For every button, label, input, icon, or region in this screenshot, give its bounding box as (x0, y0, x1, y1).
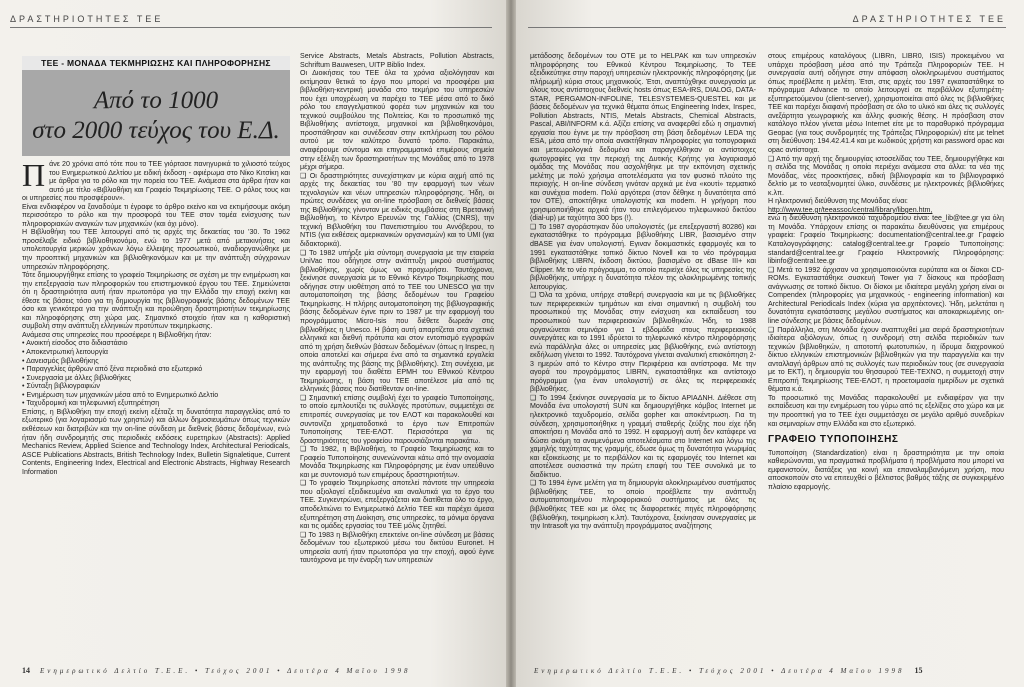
library-url-link[interactable]: http://www.tee.gr/teeassoc/central/library/libgen.htm, (768, 205, 933, 214)
paragraph: Τότε δημιουργήθηκε επίσης το γραφείο Τεκμηρίωσης σε σχέση με την ενημέρωση και την επεξεργασία των πληροφοριών του επιστημονικού έργου του ΤΕΕ. Σημειώνεται ότι η δραστηριότητα αυτή ήταν πρωτοπόρα για την Ελλάδα την εποχή εκείνη και έθεσε τις βάσεις τόσο για τη δημιουργία της βιβλιογραφικής βάσης δεδομένων ΤΕΕ όσο και γενικότερα για την ανάπτυξη και προώθηση δραστηριοτήτων τεκμηρίωσης και πληροφόρησης στη χώρα μας. Σημαντικό στοιχείο ήταν και η καθοριστική συμβολή στην ανάπτυξη ελληνικών προτύπων τεκμηρίωσης. (22, 271, 290, 331)
headline-line-1: Από το 1000 (93, 87, 219, 114)
column-1 (22, 160, 290, 660)
paragraph: ❑ Σημαντική επίσης συμβολή έχει το γραφείο Τυποποίησης, το οποίο εμπλουτίζει τις συλλογές προτύπων, συμμετέχει σε επιτροπές συνεργασίας με τον ΕΛΟΤ και παρακολουθεί και συντονίζει χρηματοδοτικά το έργο των Επιτροπών Τυποποίησης ΤΕΕ-ΕΛΟΤ. Περισσότερα για τις δραστηριότητες του γραφείου παρουσιάζονται παρακάτω. (300, 393, 494, 445)
page-number-left: 14 (22, 666, 30, 675)
header-rule-right (528, 27, 1006, 28)
right-page (516, 0, 1024, 687)
section-title: ΤΕΕ - ΜΟΝΑΔΑ ΤΕΚΜΗΡΙΩΣΗΣ ΚΑΙ ΠΛΗΡΟΦΟΡΗΣΗΣ (22, 56, 290, 70)
email-intro: Η ηλεκτρονική διεύθυνση της Μονάδας είναι: (768, 197, 908, 206)
article-banner (22, 56, 290, 156)
drop-cap: Π (22, 160, 46, 193)
paragraph: Τυποποίηση (Standardization) είναι η δραστηριότητα με την οποία καθιερώνονται, για πραγματικά προβλήματα ή προβλήματα που μπορεί να εμφανιστούν, διατάξεις για κοινή και επαναλαμβανόμενη χρήση, που αποσκοπούν στο να επιτευχθεί ο βέλτιστος βαθμός τάξης σε συγκεκριμένο πλαίσιο εφαρμογής. (768, 448, 1004, 491)
spine-gutter (506, 0, 516, 687)
list-item: • Ενημέρωση των μηχανικών μέσα από το Ενημερωτικό Δελτίο (22, 391, 290, 400)
paragraph: ❑ Παράλληλα, στη Μονάδα έχουν αναπτυχθεί μια σειρά δραστηριοτήτων ιδιαίτερα αξιόλογων, όπως η συνδρομή στη σελίδα περιοδικών των τεχνικών βιβλιοθηκών, η αποτοπή φωτοτυπιών, η ίδρυμα διαχρονικού δίκτυο ελληνικών επιστημονικών βιβλιοθηκών για την παραγγελία και την ανταλλαγή άρθρων από τις συλλογές των περιοδικών τους (σε συνεργασία με το ΕΚΤ), η δημιουργία του θησαυρού ΤΕΕ-ΤΕΧΝΟ, η συμμετοχή στην Επιτροπή Τεκμηρίωσης ΤΕΕ-ΕΛΟΤ, η προετοιμασία ημερίδων με σχετικά θέματα κ.ά. (768, 325, 1004, 394)
paragraph: ❑ Το 1987 αγοράστηκαν δύο υπολογιστές (με επεξεργαστή 80286) και εγκαταστάθηκε το πρόγραμμα βιβλιοθήκης LIBR, βασισμένο στην dBASE για έναν υπολογιστή. Εγιναν δοκιμαστικές εφαρμογές και το 1991 εγκαταστάθηκε τοπικό δίκτυο Novell και το νέο πρόγραμμα βιβλιοθήκης LIBRN, έκδοση δικτύου, βασισμένο σε dBase III+ και Clipper. Με το νέο πρόγραμμα, το οποίο περιείχε όλες τις υπηρεσίες της βιβλιοθήκης, υπήρχε η δυνατότητα πλέον της ολοκληρωμένης τοπικής λειτουργίας. (530, 222, 756, 291)
paragraph: ❑ Το 1983 η Βιβλιοθήκη επεκτείνε on-line σύνδεση με βάσεις δεδομένων του εξωτερικού μέσω του δικτύου Euronet. Η υπηρεσία αυτή ήταν πρωτοπόρα για την εποχή, αφού έγινε ταυτόχρονα με την έναρξη των υπηρεσιών (300, 530, 494, 565)
services-list (22, 339, 290, 407)
footer-right-text: Ενημερωτικό Δελτίο Τ.Ε.Ε. • Τεύχος 2001 • Δευτέρα 4 Μαΐου 1998 (534, 667, 905, 675)
list-item: • Σύνταξη βιβλιογραφιών (22, 382, 290, 391)
list-item: • Ταχυδρομική και τηλεφωνική εξυπηρέτηση (22, 399, 290, 408)
running-head-right: ΔΡΑΣΤΗΡΙΟΤΗΤΕΣ ΤΕΕ (852, 14, 1006, 24)
paragraph: ❑ Το 1982 υπήρξε μία σύντομη συνεργασία με την εταιρεία UniVac που οδήγησε στην ανάπτυξη μικρού συστήματος βιβλιοθήκης, χωρίς όμως να προχωρήσει. Ταυτόχρονα, ξεκίνησε συνεργασία με το Εθνικό Κέντρο Τεκμηρίωσης που οδήγησε στην υιοθέτηση από το ΤΕΕ του UNESCO για την αυτοματοποίηση της βάσης δεδομένων του Γραφείου Τεκμηρίωσης. Η πλήρης αυτοματοποίηση της βιβλιογραφικής βάσης δεδομένων έγινε πριν το 1987 με την εφαρμογή του προγράμματος Micro-Isis που διέθετε δωρεάν στις βιβλιοθήκες η Unesco. Η βάση αυτή απαρτίζεται στα σχετικά ελληνικά και διεθνή πρότυπα και στον εντοπισμό εγγραφών από τη χρήση διεθνών βάσεων δεδομένων (όπως η Inspec, η οποία αποτελεί και σήμερα ένα από τα σημαντικά εργαλεία της ανάπτυξης της βάσης της βιβλιοθήκης). Στη συνέχεια, με την εφαρμογή του διαθέτει ΕΡΜΗ του Εθνικού Κέντρου Τεκμηρίωσης, η βάση του ΤΕΕ αποτέλεσε μία από τις ελληνικές βάσεις που διατίθενταν on-line. (300, 248, 494, 394)
paragraph: ❑ Όλα τα χρόνια, υπήρχε σταθερή συνεργασία και με τις βιβλιοθήκες των περιφερειακών τμημάτων και είναι σημαντική η συμβολή του προσωπικού της Μονάδας στην ενίσχυση και εκπαίδευση του προσωπικού των περιφερειακών βιβλιοθηκών. Ήδη, το 1988 οργανώνεται σεμινάριο για 1 εβδομάδα στους περιφερειακούς συνεργάτες και το 1991 ιδρύεται το τηλεφωνικό κέντρο πληροφόρησης ενώ παράλληλα άλες οι υπηρεσίες μας βιβλιοθήκης, ενώ αντίστοιχη εκδήλωση γίνεται το 1992. Ταυτόχρονα γίνεται αναλυτική επισκόπηση 2-3 ημερών από το Κέντρο στην Περιφέρεια και αντίστροφα. Με την αγορά του προγράμματος LIBRN, εγκαταστάθηκε και αντίστοιχο πρόγραμμα (για έναν υπολογιστή) σε όλες τις περιφερειακές βιβλιοθήκες. (530, 291, 756, 394)
footer-left (22, 666, 410, 675)
list-item: • Συνεργασία με άλλες βιβλιοθήκες (22, 374, 290, 383)
footer-right (534, 666, 922, 675)
paragraph: ενώ η διεύθυνση ηλεκτρονικού ταχυδρομείου είναι: tee_lib@tee.gr για όλη τη Μονάδα. Υπάρχουν επίσης οι παρακάτω διευθύνσεις για επιμέρους γραφεία: Γραφείο Τεκμηρίωσης: documentation@central.tee.gr Γραφείο Καταλογογράφησης: catalog@central.tee.gr Γραφείο Τυποποίησης: standard@central.tee.gr Γραφείο Ηλεκτρονικής Πληροφόρησης: libinfo@central.tee.gr (768, 214, 1004, 266)
paragraph: ❑ Από την αρχή της δημιουργίας ιστοσελίδας του ΤΕΕ, δημιουργήθηκε και η σελίδα της Μονάδας η οποία περιέχει ανάμεσα στα άλλα: τα νέα της Μονάδας, νέες προσκτήσεις, ειδική βιβλιογραφία και το βιβλιογραφικό δελτίο με το νεοταξινομητεί ύλικο, συνδέσεις με ηλεκτρονικές βιβλιοθήκες κ.λπ. (768, 154, 1004, 197)
paragraph: μετάδοσης δεδομένων του ΟΤΕ με το HELPAK και των υπηρεσιών πληροφόρησης του Εθνικού Κέντρου Τεκμηρίωσης. Το ΤΕΕ εξειδικεύτηκε στην παροχή υπηρεσιών ηλεκτρονικής πληροφόρησης (με πλήρωμή) κύρια στους μηχανικούς. Έτσι, αναπτύχθηκε συνεργασία με όλους τους αντίστοιχους διεθνείς hosts όπως ESA-IRS, DIALOG, DATA-STAR, PERGAMON-INFOLINE, TELESYSTEMES-QUESTEL και με βάσεις δεδομένων για τεχνικά θέματα όπως Engineering Index, Inspec, Pollution Abstracts, NTIS, Metals Abstracts, Chemical Abstracts, Pascal, ABI/INFORM κ.ά. Αξίζει επίσης να αναφερθεί εδώ η σημαντική εργασία που έγινε με την πρόσβαση στη βάση δεδομένων LEDA της ESA, μέσα από την οποία ανακτήθηκαν πληροφορίες για τοπογραφικά και μετεωρολογικά δεδομένα και παραγγέλθηκαν οι αντίστοιχες φωτογραφίες για την περιοχή της Δυτικής Κρήτης για λογαριασμό ομάδας της Μονάδας που ασχολήθηκε με την εκπόνηση σχετικής μελέτης με πολύ χρήσιμα αποτελέσματα για τον φυσικό πλούτο της περιοχής. Η on-line σύνδεση γινόταν αρχικά με ένα «κουτί» τερματικό και συνέχεια modem. Πολύ αργότερα (στον δέθηκε η δυνατότητα από τον ΟΤΕ), αποκτήθηκε υπολογιστής και modem. Η γρήγορη που χρησιμοποιήθηκε αρχικά ήταν του επιλεγόμενου τηλεφωνικού δικτύου (dial-up) με ταχύτητα 300 bps (!). (530, 52, 756, 223)
footer-left-text: Ενημερωτικό Δελτίο Τ.Ε.Ε. • Τεύχος 2001 • Δευτέρα 4 Μαΐου 1998 (40, 667, 411, 675)
intro-paragraph: Πάνε 20 χρόνια από τότε που το ΤΕΕ γιόρτασε πανηγυρικά το χιλιοστό τεύχος του Ενημερωτικού Δελτίου με ειδική έκδοση - αφιέρωμα στο Νίκο Κιτσίκη και με άρθρα για το ρόλο και την πορεία του ΤΕΕ. Ανάμεσα στα άρθρα ήταν και αυτό με τίτλο «Βιβλιοθήκη και Γραφείο Τεκμηρίωσης ΤΕΕ. Ο ρόλος τους και οι υπηρεσίες που προσφέρουν». (22, 160, 290, 203)
list-item: • Παραγγελίες άρθρων από ξένα περιοδικά στο εξωτερικό (22, 365, 290, 374)
paragraph: ❑ Μετά το 1992 άρχισαν να χρησιμοποιούνται ευρύτατα και οι δίσκοι CD-ROMs. Εγκαταστάθηκε συσκευή Tower για 7 δίσκους και πρόσβαση ανάγνωσης σε τοπικό δίκτυο. Οι δίσκοι με ιδιαίτερα μεγάλη χρήση είναι οι Compendex (πληροφορίες για μηχανικούς - engineering information) και Architectural Periodicals Index (κύρια για αρχιτέκτονες). Ήδη, μελετάται η δυνατότητα εγκατάστασης μεγάλου συστήματος και αποκαρκωμένης on-line σύνδεσης με βάσεις δεδομένων. (768, 265, 1004, 325)
paragraph: Το προσωπικό της Μονάδας παρακολουθεί με ενδιαφέρον για την εκπαίδευση και την ενημέρωση του γύρω από τις εξελίξεις στο χώρο και με την προοπτική για το ΤΕΕ έχει συμμετάσχει σε μεγάλο αριθμό συνεδρίων και σεμιναρίων στην Ελλάδα και στο εξωτερικό. (768, 393, 1004, 428)
column-3 (530, 52, 756, 660)
paragraph: ❑ Το γραφείο Τεκμηρίωσης αποτελεί πάντοτε την υπηρεσία που αξιολογεί εξειδικευμένα και αναλυτικά για το έργο του ΤΕΕ. Συγκεντρώνει, επεξεργάζεται και διατίθεται όλο το έργο, αποδελτιώνει το Ενημερωτικό Δελτίο ΤΕΕ και παρέχει άμεσα εξυπηρέτηση στη Διοίκηση, στις υπηρεσίες, τα μόνιμα όργανα και τις ομάδες εργασίας του ΤΕΕ μόλις ζητηθεί. (300, 479, 494, 531)
list-item: • Δανεισμός βιβλιοθήκης (22, 357, 290, 366)
paragraph: Οι Διοικήσεις του ΤΕΕ όλα τα χρόνια αξιολόγησαν και εκτίμησαν θετικά το έργο που μπορεί να προσφέρει μια βιβλιοθήκη-κεντρική μονάδα στο τεκμήριο του υπηρεσιών που έχει υποχρέωση να παρέχει το ΤΕΕ μέσα από το δικό ρόλο του επαγγελματικού φορέα των μηχανικών και του τεχνικού συμβούλου της Πολιτείας. Και το προσωπικό της Βιβλιοθήκης αντίστοιχα, μηχανικοί και βιβλιοθηκονόμοι, προσπάθησαν και συνέδεσαν στην εκπλήρωση του ρόλου αυτού με τον καλύτερο δυνατό τρόπο. Παρακάτω, αναφέρουμε σύντομα και επιγραμματικά επιμέρους σημεία στην εξέλιξη των δραστηριοτήτων της Μονάδας από το 1978 μέχρι σήμερα. (300, 69, 494, 172)
headline-line-2: στο 2000 τεύχος του Ε.Δ. (32, 117, 280, 144)
list-item: • Ανοικτή είσοδος στο διδιαστάσιο (22, 339, 290, 348)
running-head-left: ΔΡΑΣΤΗΡΙΟΤΗΤΕΣ ΤΕΕ (10, 14, 164, 24)
paragraph: ❑ Το 1994 ξεκίνησε συνεργασία με το δίκτυο ΑΡΙΑΔΝΗ. Διέθεσε στη Μονάδα ένα υπολογιστή SUN και δημιουργήθηκε κόμβος Internet με ηλεκτρονικό ταχυδρομείο, σελίδα gopher και αποκέντρωση. Για τη σύνδεση, χρησιμοποιήθηκε η γραμμή σταθερής ζεύξης που είχε ήδη αποκτήσει η Μονάδα από το 1992. Η εφαρμογή αυτή δεν κατάφερε να δώσει ακόμη τα αναμενόμενα αποτελέσματα στο Internet και λόγω της χαμηλής ταχύτητας της γραμμής, έδωσε όμως τη δυνατότητα γνωριμίας και εξοικείωσης με το περιβάλλον και τις εφαρμογές του Internet και αποτέλεσε ουσιαστικά την πρώτη επαφή του ΤΕΕ συνολικά με το διαδίκτυο. (530, 393, 756, 479)
paragraph: Είναι ενδιαφέρον να ξαναδούμε τι έγραφε το άρθρο εκείνο και να εκτιμήσουμε ακόμη περισσότερο το ρόλο και την προσφορά του ΤΕΕ στον τομέα ενίσχυσης των πληροφοριακών αναγκών των μηχανικών (και όχι μόνο). (22, 202, 290, 228)
left-page (0, 0, 506, 687)
paragraph: στους επιμέρους καταλόγους (LIBRn, LIBR0, ISIS) προκειμένου να υπάρχει πρόσβαση μέσα από την Τράπεζα Πληροφοριών ΤΕΕ. Η συνεργασία αυτή οδήγησε στην απόφαση ολοκληρωμένου συστήματος όπως προέβλεπε η μελέτη. Έτσι, στις αρχές του 1997 εγκαταστάθηκε το πρόγραμμα Advance το οποίο λειτουργεί σε περιβάλλον εξυπηρέτη-εξυπηρετούμενου (client-server), χρησιμοποιείται από όλες τις βιβλιοθήκες ΤΕΕ και παρέχει διαφανή πρόσβαση σε όλο το υλικό και όλες τις συλλογές ανεξάρτητα γεωγραφικής και άλλης φυσικής θέσης. Η πρόσβαση στον κατάλογο πλέον γίνεται μέσω Internet είτε με το παραθυρικό πρόγραμμα Geopac (για τους συνδρομητές της Τράπεζας Πληροφοριών) είτε με telnet στη διεύθυνση: 194.42.41.4 και με κωδικούς χρήστη και password opac και opac αντίστοιχα. (768, 52, 1004, 155)
paragraph: Η Βιβλιοθήκη του ΤΕΕ λειτουργεί από τις αρχές της δεκαετίας του '30. Το 1962 προσέλαβε ειδικό βιβλιοθηκονόμο, ενώ το 1977 μετά από μετακινήσεις και υπολειτουργία μερικών χρόνων λόγω έλλειψης προσωπικού, αναδιοργανώθηκε με την προοπτική μηχανικών και βιβλιοθηκονόμων και με την ανάπτυξη σύγχρονων υπηρεσιών πληροφόρησης. (22, 228, 290, 271)
standards-heading: ΓΡΑΦΕΙΟ ΤΥΠΟΠΟΙΗΣΗΣ (768, 434, 899, 446)
header-rule-left (10, 27, 492, 28)
list-item: • Αποκεντρωτική λειτουργία (22, 348, 290, 357)
page-number-right: 15 (914, 666, 923, 675)
paragraph: Service Abstracts, Metals Abstracts, Pollution Abstracts, Schriftum Bauwesen, UITP Biblio Index. (300, 52, 494, 69)
paragraph: Ανάμεσα στις υπηρεσίες που προσέφερε η Βιβλιοθήκη ήταν: (22, 330, 212, 339)
paragraph: ❑ Οι δραστηριότητες συνεχίστηκαν με κύρια αιχμή από τις αρχές της δεκαετίας του '80 την εφαρμογή των νέων τεχνολογιών και νέων υπηρεσιών πληροφόρησης. Ήδη, οι πρώτες συνδέσεις για on-line πρόσβαση σε διεθνείς βάσεις της Βιβλιοθήκης γίνονταν με ειδικές συμβάσεις στη Βρετανική Βιβλιοθήκη, το Κέντρο Ερευνών της Γαλλίας (CNRS), την τεχνική Βιβλιοθήκη του Πανεπιστημίου του Αννόβερου, το NTIS (για εκθέσεις αμερικανικών οργανισμών) και το UMI (για διδακτορικά). (300, 171, 494, 249)
paragraph: ❑ Το 1982, η Βιβλιοθήκη, το Γραφείο Τεκμηρίωσης και το Γραφείο Τυποποίησης συνενώνονται κάτω από την ονομασία Μονάδα Τεκμηρίωσης και Πληροφόρησης με έναν υπεύθυνο και με συντονισμό των επιμέρους δραστηριοτήτων. (300, 445, 494, 479)
column-4 (768, 52, 1004, 660)
paragraph: ❑ Το 1994 έγινε μελέτη για τη δημιουργία ολοκληρωμένου συστήματος βιβλιοθήκης ΤΕΕ, το οποίο προέβλεπε την ανάπτυξη αυτοματοποιημένου πληροφοριακού συστήματος με όλες τις βιβλιοθήκες ΤΕΕ και με όλες τις διαφορετικές πηγές πληροφόρησης (βιβλιοθήκη, τεκμηρίωση κ.λπ). Ταυτόχρονα, ξεκίνησαν συνεργασίες με την Intrasoft για την ανάπτυξη προγράμματος αναζήτησης (530, 479, 756, 531)
column-2 (300, 52, 494, 660)
article-headline (22, 86, 290, 146)
paragraph: Επίσης, η Βιβλιοθήκη την εποχή εκείνη εξέταζε τη δυνατότητα παραγγελίας από το εξωτερικό (για λογαριασμό των χρηστών) και άλλων δημοσιευμάτων όπως τεχνικών εκθέσεων και διατριβών και την on-line σύνδεση με διεθνείς βάσεις δεδομένων, ενώ ήταν ήδη συνδρομητής στις περιοδικές εκδόσεις ευρετηρίων (Abstracts): Applied Mechanics Review, Applied Science and Technology Index, Architectural Periodicals, ASCE Publications Abstracts, British Technology Index, Bulletin Signaletique, Current Contents, Engineering Index, Electrical and Electronic Abstracts, Highway Research Information (22, 407, 290, 476)
